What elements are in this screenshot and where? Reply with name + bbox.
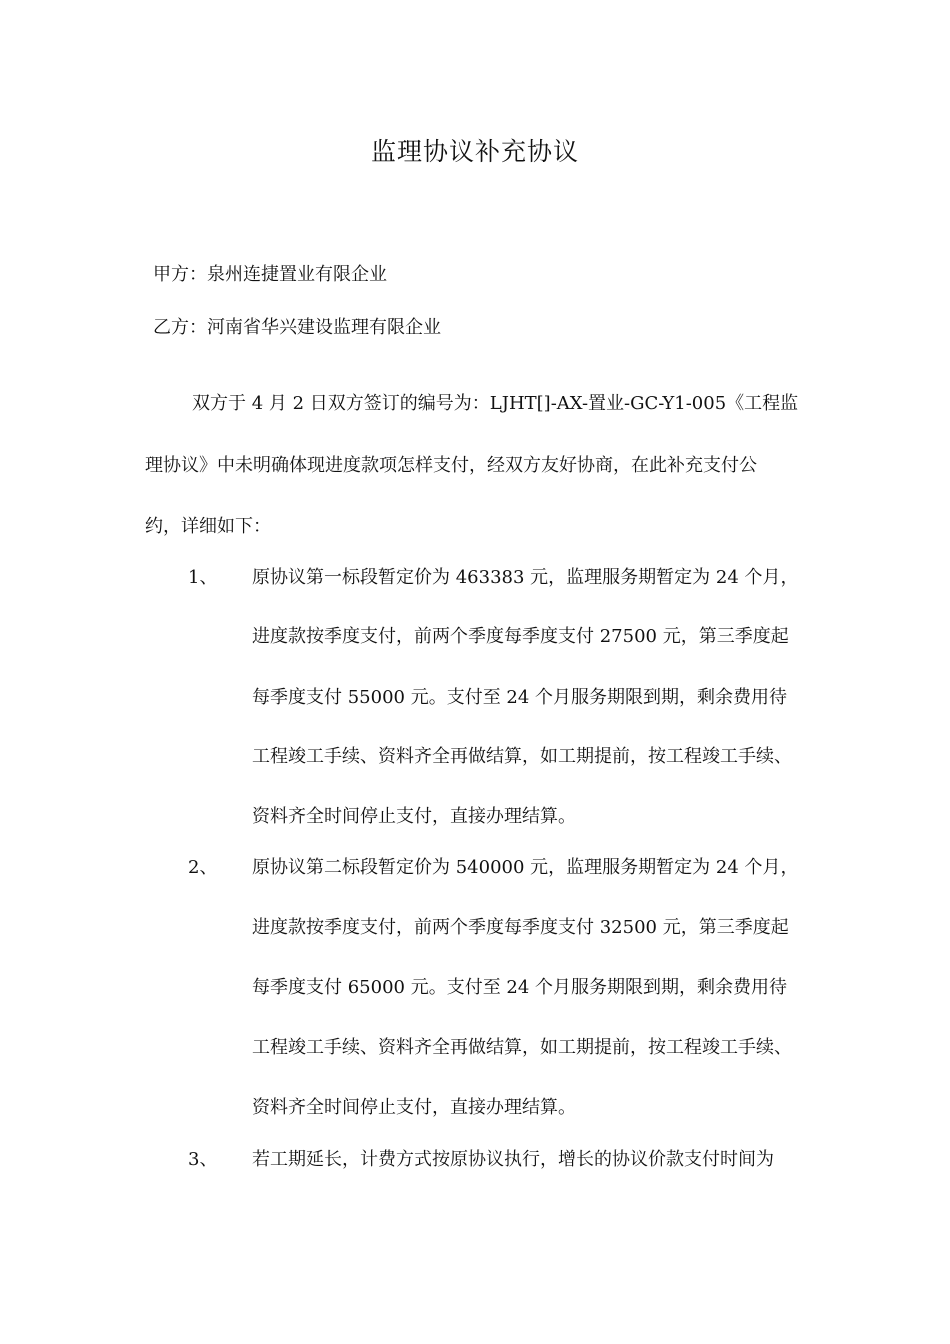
document-title: 监理协议补充协议 [370,137,579,166]
item-line: 工程竣工手续、资料齐全再做结算，如工期提前，按工程竣工手续、 [252,746,792,767]
item-line: 资料齐全时间停止支付，直接办理结算。 [252,1097,576,1118]
item-line: 若工期延长，计费方式按原协议执行，增长的协议价款支付时间为 [252,1149,774,1170]
intro-line: 双方于 4 月 2 日双方签订的编号为：LJHT[]-AX-置业-GC-Y1-005《工程监 [192,393,799,414]
intro-line: 约，详细如下： [145,516,271,537]
item-number: 3、 [188,1149,218,1170]
party-a: 甲方：泉州连捷置业有限企业 [153,264,387,285]
item-line: 每季度支付 65000 元。支付至 24 个月服务期限到期，剩余费用待 [252,977,788,998]
item-line: 工程竣工手续、资料齐全再做结算，如工期提前，按工程竣工手续、 [252,1037,792,1058]
item-line: 原协议第一标段暂定价为 463383 元，监理服务期暂定为 24 个月， [252,567,799,588]
item-line: 每季度支付 55000 元。支付至 24 个月服务期限到期，剩余费用待 [252,687,788,708]
item-number: 1、 [188,567,218,588]
item-line: 原协议第二标段暂定价为 540000 元，监理服务期暂定为 24 个月， [252,857,799,878]
item-line: 进度款按季度支付，前两个季度每季度支付 27500 元，第三季度起 [252,626,789,647]
item-number: 2、 [188,857,218,878]
item-line: 资料齐全时间停止支付，直接办理结算。 [252,806,576,827]
intro-line: 理协议》中未明确体现进度款项怎样支付，经双方友好协商，在此补充支付公 [145,455,757,476]
party-b: 乙方：河南省华兴建设监理有限企业 [153,317,441,338]
item-line: 进度款按季度支付，前两个季度每季度支付 32500 元，第三季度起 [252,917,789,938]
